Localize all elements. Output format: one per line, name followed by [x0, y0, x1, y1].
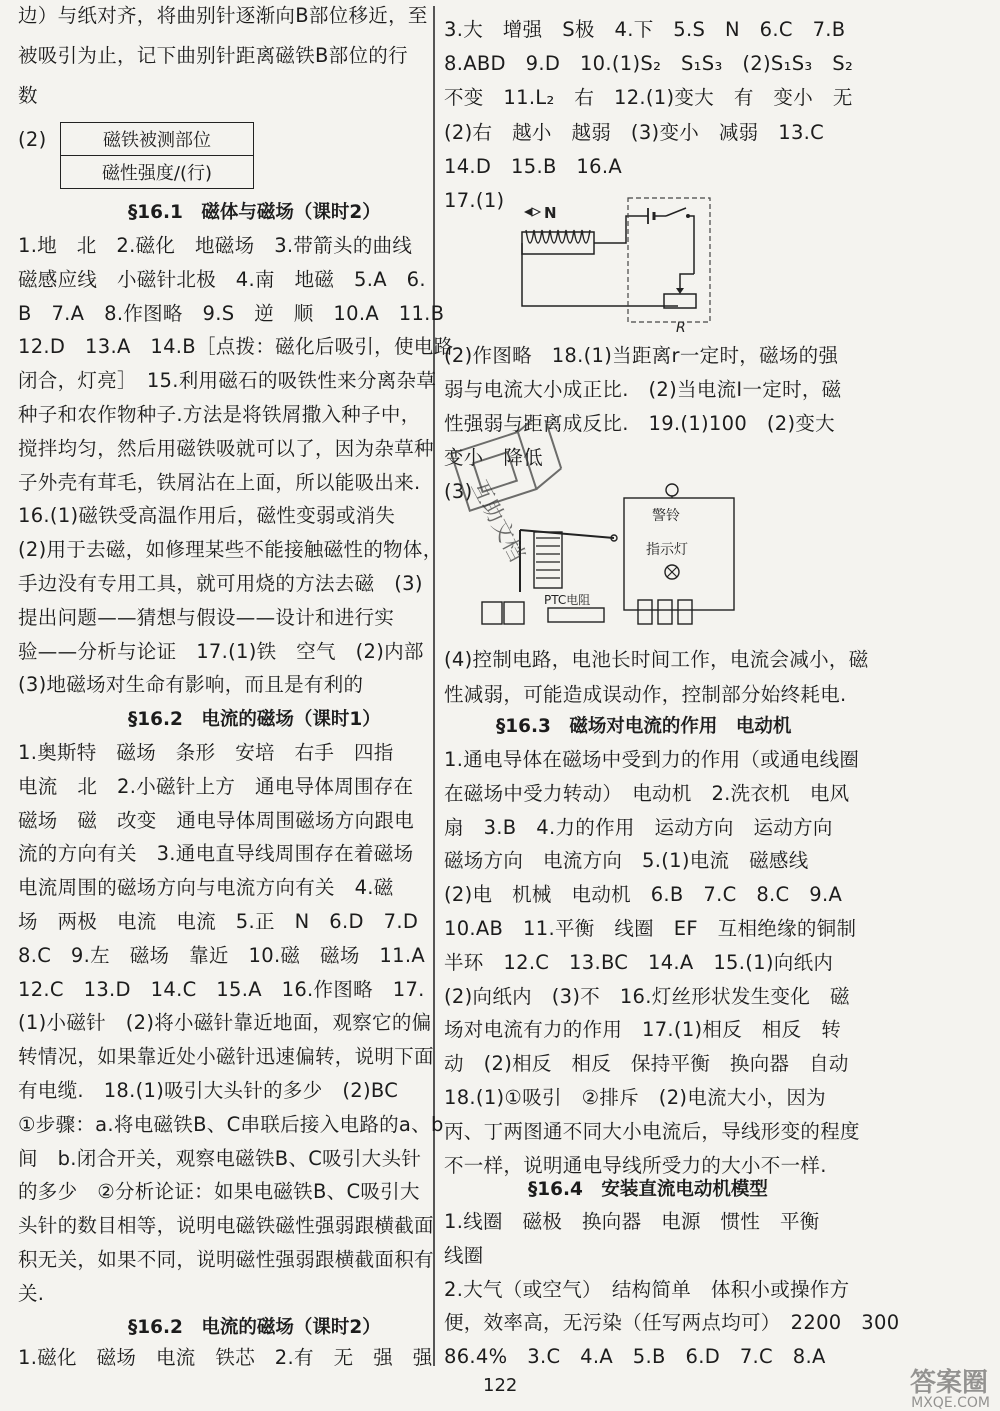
text-line: 动 (2)相反 相反 保持平衡 换向器 自动 — [444, 1052, 849, 1076]
text-line: 丙、丁两图通不同大小电流后，导线形变的程度 — [444, 1119, 860, 1143]
text-line: (2)右 越小 越弱 (3)变小 减弱 13.C — [444, 120, 825, 144]
text-line: 弱与电流大小成正比. (2)当电流I一定时，磁 — [444, 378, 842, 401]
table-cell: 磁性强度/(行) — [61, 156, 254, 189]
text-line: 1.磁化 磁场 电流 铁芯 2.有 无 强 强 — [18, 1346, 433, 1369]
text-line: B 7.A 8.作图略 9.S 逆 顺 10.A 11.B — [18, 301, 445, 325]
column-divider — [433, 6, 435, 1366]
text-line: 12.C 13.D 14.C 15.A 16.作图略 17. — [18, 977, 425, 1001]
ptc-resistor-icon — [548, 608, 604, 622]
switch-icon — [666, 208, 686, 216]
section-title: §16.2 电流的磁场（课时1） — [128, 709, 381, 730]
text-line: 有电缆. 18.(1)吸引大头针的多少 (2)BC — [18, 1079, 399, 1102]
table-cell: 磁铁被测部位 — [61, 123, 254, 156]
text-line: 转情况，如果靠近处小磁针迅速偏转，说明下面 — [18, 1045, 434, 1069]
text-line: 子外壳有茸毛，铁屑沾在上面，所以能吸出来. — [18, 470, 421, 494]
battery-icon — [678, 600, 692, 624]
text-line: 种子和农作物种子.方法是将铁屑撒入种子中， — [18, 403, 421, 426]
battery-icon — [482, 602, 502, 624]
text-line: 搅拌均匀，然后用磁铁吸就可以了，因为杂草种 — [18, 436, 434, 460]
ptc-label: PTC电阻 — [544, 593, 591, 607]
text-line: 1.地 北 2.磁化 地磁场 3.带箭头的曲线 — [18, 234, 413, 257]
magnet-strength-table — [60, 122, 254, 189]
text-line: 扇 3.B 4.力的作用 运动方向 运动方向 — [444, 815, 833, 839]
text-line: 变小 降低 — [444, 446, 544, 469]
watermark-logo: 答案圈 — [909, 1368, 988, 1398]
battery-icon — [504, 602, 524, 624]
text-line: (4)控制电路，电池长时间工作，电流会减小，磁 — [444, 648, 869, 671]
compass-needle-icon — [524, 208, 532, 216]
figure-label: (3) — [444, 480, 473, 503]
n-pole-label: N — [544, 204, 557, 222]
text-line: 的多少 ②分析论证：如果电磁铁B、C吸引大 — [18, 1180, 420, 1204]
lamp-label: 指示灯 — [646, 542, 688, 558]
text-line: (2)用于去磁，如修理某些不能接触磁性的物体， — [18, 538, 443, 562]
section-title: §16.4 安装直流电动机模型 — [528, 1179, 768, 1200]
bell-icon — [666, 484, 678, 496]
text-line: 场对电流有力的作用 17.(1)相反 相反 转 — [444, 1018, 842, 1042]
text-line: 提出问题——猜想与假设——设计和进行实 — [18, 605, 395, 629]
page-number: 122 — [483, 1375, 518, 1396]
battery-icon — [658, 600, 672, 624]
text-line: 14.D 15.B 16.A — [444, 154, 622, 178]
text-line: (1)小磁针 (2)将小磁针靠近地面，观察它的偏 — [18, 1011, 432, 1035]
electromagnet-circuit-diagram — [518, 190, 758, 340]
stamp-text: 互助文档 — [465, 476, 529, 566]
text-line: 关. — [18, 1281, 45, 1305]
text-line: 8.C 9.左 磁场 靠近 10.磁 磁场 11.A — [18, 943, 425, 967]
battery-icon — [638, 600, 652, 624]
text-line: 3.大 增强 S极 4.下 5.S N 6.C 7.B — [444, 18, 846, 41]
text-line: 1.奥斯特 磁场 条形 安培 右手 四指 — [18, 741, 394, 764]
text-line: 8.ABD 9.D 10.(1)S₂ S₁S₃ (2)S₁S₃ S₂ — [444, 52, 854, 76]
text-line: 半环 12.C 13.BC 14.A 15.(1)向纸内 — [444, 950, 834, 974]
text-line: 磁场方向 电流方向 5.(1)电流 磁感线 — [444, 849, 809, 873]
text-line: (2)作图略 18.(1)当距离r一定时，磁场的强 — [444, 344, 839, 367]
text-line: 验——分析与论证 17.(1)铁 空气 (2)内部 — [18, 639, 424, 663]
text-line: (2)向纸内 (3)不 16.灯丝形状发生变化 磁 — [444, 984, 850, 1008]
text-line: 10.AB 11.平衡 线圈 EF 互相绝缘的铜制 — [444, 917, 857, 940]
text-line: 不一样，说明通电导线所受力的大小不一样. — [444, 1153, 827, 1177]
bell-label: 警铃 — [652, 508, 680, 524]
text-line: 磁感应线 小磁针北极 4.南 地磁 5.A 6. — [18, 267, 426, 291]
text-line: 电流 北 2.小磁针上方 通电导体周围存在 — [18, 774, 414, 798]
text-line: 流的方向有关 3.通电直导线周围存在着磁场 — [18, 842, 414, 866]
text-line: 16.(1)磁铁受高温作用后，磁性变弱或消失 — [18, 504, 396, 528]
stamp-watermark — [410, 420, 610, 590]
text-line: (3)地磁场对生命有影响，而且是有利的 — [18, 673, 364, 697]
text-line: 18.(1)①吸引 ②排斥 (2)电流大小，因为 — [444, 1086, 826, 1109]
text-line: 不变 11.L₂ 右 12.(1)变大 有 变小 无 — [444, 86, 853, 110]
section-title: §16.3 磁场对电流的作用 电动机 — [496, 716, 792, 737]
text-line: 在磁场中受力转动） 电动机 2.洗衣机 电风 — [444, 781, 850, 805]
text-line: 间 b.闭合开关，观察电磁铁B、C吸引大头针 — [18, 1146, 422, 1170]
text-line: 性减弱，可能造成误动作，控制部分始终耗电. — [444, 683, 847, 706]
table-label: (2) — [18, 128, 47, 151]
text-line: 场 两极 电流 电流 5.正 N 6.D 7.D — [18, 910, 419, 933]
text-line: 数 — [18, 84, 38, 107]
text-line: 1.线圈 磁极 换向器 电源 惯性 平衡 — [444, 1210, 820, 1233]
section-title: §16.1 磁体与磁场（课时2） — [128, 202, 381, 223]
text-line: 86.4% 3.C 4.A 5.B 6.D 7.C 8.A — [444, 1345, 826, 1369]
text-line: 手边没有专用工具，就可用烧的方法去磁 (3) — [18, 572, 423, 595]
text-line: 17.(1) — [444, 189, 505, 212]
text-line: (2)电 机械 电动机 6.B 7.C 8.C 9.A — [444, 883, 843, 907]
text-line: 性强弱与距离成反比. 19.(1)100 (2)变大 — [444, 412, 835, 435]
text-line: 头针的数目相等，说明电磁铁磁性强弱跟横截面 — [18, 1214, 434, 1238]
text-line: ①步骤：a.将电磁铁B、C串联后接入电路的a、b — [18, 1112, 444, 1136]
watermark-url: MXQE.COM — [911, 1395, 990, 1411]
text-line: 被吸引为止，记下曲别针距离磁铁B部位的行 — [18, 44, 408, 67]
text-line: 积无关，如果不同，说明磁性强弱跟横截面积有 — [18, 1248, 434, 1271]
text-line: 闭合，灯亮］ 15.利用磁石的吸铁性来分离杂草 — [18, 369, 437, 393]
text-line: 1.通电导体在磁场中受到力的作用（或通电线圈 — [444, 748, 860, 771]
text-line: 12.D 13.A 14.B［点拨：磁化后吸引，使电路 — [18, 335, 454, 359]
section-title: §16.2 电流的磁场（课时2） — [128, 1317, 381, 1338]
rheostat-label: R — [676, 320, 686, 336]
text-line: 线圈 — [444, 1243, 484, 1267]
text-line: 2.大气（或空气） 结构简单 体积小或操作方 — [444, 1277, 850, 1301]
text-line: 电流周围的磁场方向与电流方向有关 4.磁 — [18, 876, 394, 900]
text-line: 磁场 磁 改变 通电导体周围磁场方向跟电 — [18, 808, 415, 832]
text-line: 边）与纸对齐，将曲别针逐渐向B部位移近，至 — [18, 4, 428, 27]
text-line: 便，效率高，无污染（任写两点均可） 2200 300 — [444, 1311, 900, 1335]
